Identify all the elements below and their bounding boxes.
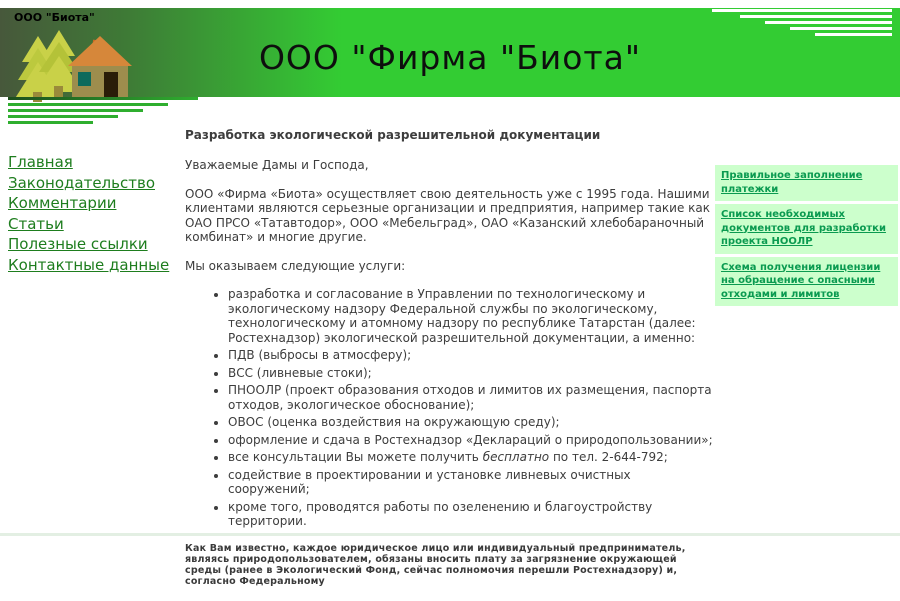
right-panel: [715, 165, 898, 309]
nav-link-useful-links[interactable]: Полезные ссылки: [8, 235, 148, 253]
panel-link-noolr-documents[interactable]: Список необходимых документов для разработки проекта НООЛР: [721, 209, 886, 247]
list-item: • разработка и согласование в Управлении по технологическому и экологическому надзору Федеральной службы по экологическому, технологическому и атомному надзору по республике Татарстан (далее: Ростехнадзор) экологической разрешительной документации, а именно:: [228, 287, 715, 345]
list-item: • ОВОС (оценка воздействия на окружающую среду);: [228, 415, 715, 430]
content-heading: Разработка экологической разрешительной документации: [185, 128, 601, 142]
list-item: • ПНООЛР (проект образования отходов и лимитов их размещения, паспорта отходов, экологическое обоснование);: [228, 383, 715, 412]
left-navigation: [8, 152, 184, 275]
list-item: • ПДВ (выбросы в атмосферу);: [228, 348, 715, 363]
step-decoration: [815, 33, 892, 36]
list-item-italic-text: бесплатно: [482, 450, 550, 464]
list-item: • содействие в проектировании и установке ливневых очистных сооружений;: [228, 468, 715, 497]
stripe-decoration: [8, 97, 198, 127]
panel-link-payment-form[interactable]: Правильное заполнение платежки: [721, 170, 863, 195]
list-item: • кроме того, проводятся работы по озеленению и благоустройству территории.: [228, 500, 715, 529]
list-item-text: все консультации Вы можете получить: [228, 450, 483, 464]
panel-link-license-scheme[interactable]: Схема получения лицензии на обращение с опасными отходами и лимитов: [721, 261, 881, 300]
services-intro: Мы оказываем следующие услуги:: [185, 258, 406, 273]
nav-link-contacts[interactable]: Контактные данные: [8, 255, 170, 274]
panel-box: [715, 257, 898, 307]
stripe-bar: [8, 103, 168, 106]
nav-link-articles[interactable]: Статьи: [8, 214, 64, 233]
services-list: [185, 287, 715, 529]
panel-box: [715, 204, 898, 254]
step-decoration: [740, 15, 892, 18]
panel-box: [715, 165, 898, 201]
greeting-text: Уважаемые Дамы и Господа,: [185, 158, 369, 172]
logo-text: ООО "Биота": [14, 11, 95, 24]
footer-note: Как Вам известно, каждое юридическое лицо или индивидуальный предприниматель, являясь природопользователем, обязаны вносить плату за загрязнение окружающей среды (ранее в Экологический Фонд, сейчас полномочия перешли Ростехнадзору) и, согласно Федеральному: [185, 542, 686, 587]
step-decoration: [765, 21, 892, 24]
stripe-bar: [8, 109, 143, 112]
stripe-bar: [8, 115, 118, 118]
stripe-bar: [8, 121, 93, 124]
step-decoration: [790, 27, 892, 30]
nav-link-home[interactable]: Главная: [8, 153, 73, 171]
header-banner: [0, 8, 900, 97]
list-item: • ВСС (ливневые стоки);: [228, 366, 715, 381]
step-decoration: [712, 9, 892, 12]
intro-paragraph: ООО «Фирма «Биота» осуществляет свою деятельность уже с 1995 года. Нашими клиентами являются серьезные организации и предприятия, например такие как ОАО ПРСО «Татавтодор», ООО «Мебельград», ОАО «Казанский хлебобараночный комбинат» и многие другие.: [185, 186, 711, 244]
nav-link-comments[interactable]: Комментарии: [8, 194, 117, 212]
stripe-bar: [8, 97, 198, 100]
nav-link-legislation[interactable]: Законодательство: [8, 173, 155, 192]
list-item: • оформление и сдача в Ростехнадзор «Деклараций о природопользовании»;: [228, 433, 715, 448]
footer-stripe: [0, 533, 900, 536]
main-content: [185, 120, 715, 601]
list-item: [228, 450, 715, 465]
list-item-text: по тел. 2-644-792;: [549, 450, 668, 464]
page-title: ООО "Фирма "Биота": [258, 38, 642, 77]
